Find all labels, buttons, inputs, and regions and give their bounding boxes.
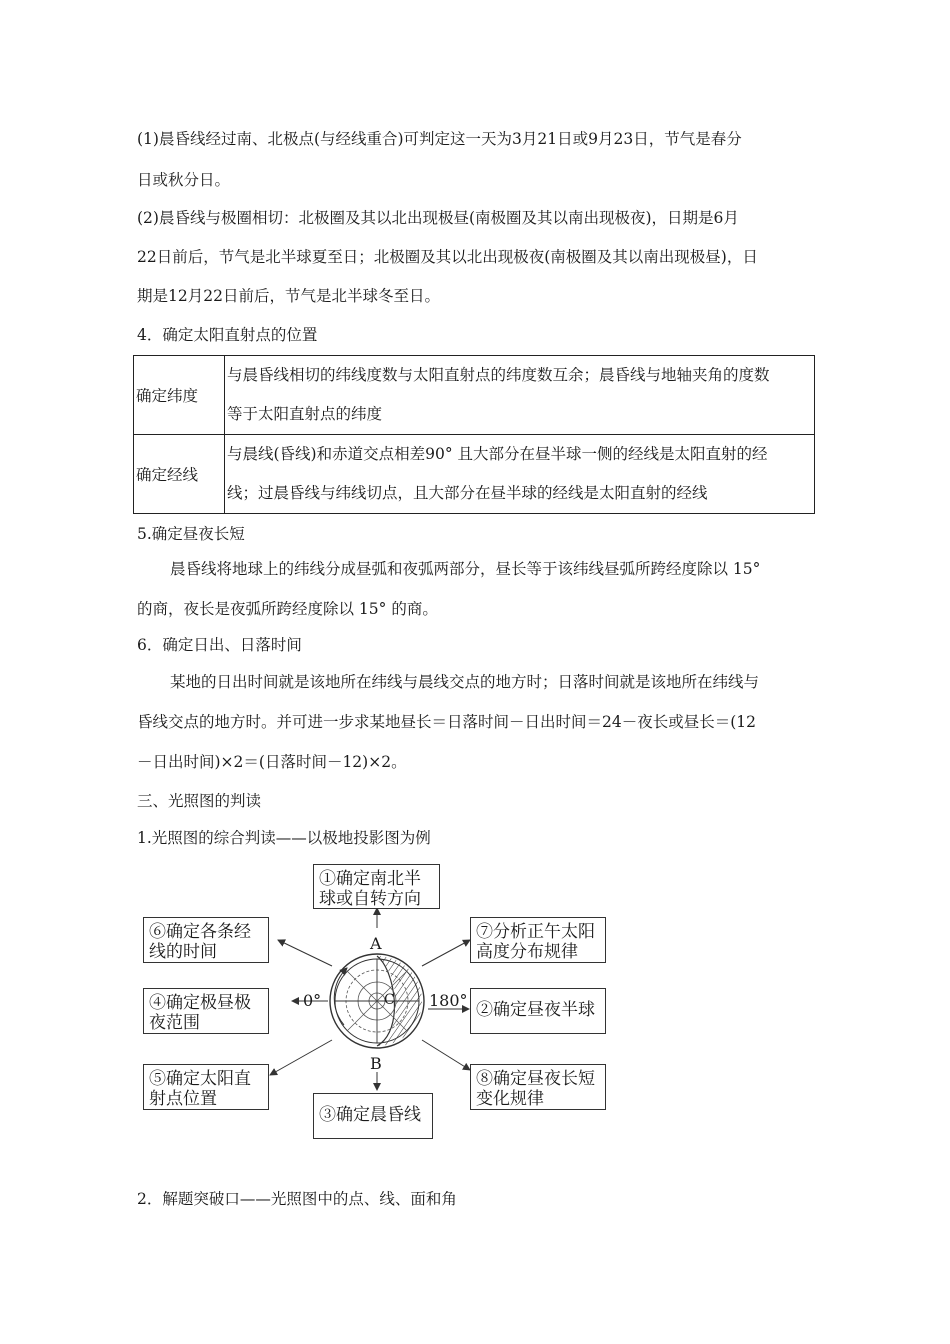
box-day-length-change: [470, 1064, 606, 1110]
paragraph-line: －日出时间)×2＝(日落时间－12)×2。: [137, 753, 407, 771]
box-meridian-time: [143, 917, 269, 963]
paragraph-line: (2)晨昏线与极圈相切：北极圈及其以北出现极昼(南极圈及其以南出现极夜)，日期是6月: [137, 209, 739, 227]
section-title: 三、光照图的判读: [137, 792, 262, 810]
paragraph-line: 晨昏线将地球上的纬线分成昼弧和夜弧两部分，昼长等于该纬线昼弧所跨经度除以 15°: [170, 560, 761, 578]
section-title: 5.确定昼夜长短: [137, 525, 245, 543]
box-line: ④确定极昼极: [149, 993, 251, 1013]
paragraph-line: 22日前后，节气是北半球夏至日；北极圈及其以北出现极夜(南极圈及其以南出现极昼)，日: [137, 248, 758, 266]
paragraph-line: 某地的日出时间就是该地所在纬线与晨线交点的地方时；日落时间就是该地所在纬线与: [170, 673, 760, 691]
box-sun-direct-point: [143, 1064, 269, 1110]
box-line: 球或自转方向: [319, 889, 421, 909]
label-0-degree: 0°: [303, 991, 322, 1010]
table-cell-line: 与晨昏线相切的纬线度数与太阳直射点的纬度数互余；晨昏线与地轴夹角的度数: [227, 366, 770, 384]
box-terminator: [313, 1093, 433, 1139]
box-line: ⑤确定太阳直: [149, 1069, 251, 1089]
box-line: ②确定昼夜半球: [476, 1000, 595, 1020]
label-180-degree: 180°: [429, 991, 468, 1010]
box-polar-day-night: [143, 988, 269, 1034]
box-line: ①确定南北半: [319, 869, 421, 889]
box-line: ⑧确定昼夜长短: [476, 1069, 595, 1089]
table-cell-line: 线；过晨昏线与纬线切点，且大部分在昼半球的经线是太阳直射的经线: [227, 484, 708, 502]
box-hemisphere: [313, 864, 440, 909]
box-line: 变化规律: [476, 1089, 544, 1109]
table-row-head: 确定经线: [134, 435, 225, 514]
arrow-lower-left: [270, 1040, 332, 1075]
table-row-head: 确定纬度: [134, 356, 225, 435]
polar-globe: [330, 954, 424, 1048]
arrow-lower-right: [422, 1040, 470, 1070]
label-a: A: [370, 934, 382, 953]
box-line: 夜范围: [149, 1013, 200, 1033]
box-line: ③确定晨昏线: [319, 1105, 421, 1125]
table-cell-line: 等于太阳直射点的纬度: [227, 405, 383, 423]
box-line: 射点位置: [149, 1089, 217, 1109]
paragraph-line: 昏线交点的地方时。并可进一步求某地昼长＝日落时间－日出时间＝24－夜长或昼长＝(12: [137, 713, 756, 731]
label-c: C: [384, 992, 395, 1008]
box-line: ⑦分析正午太阳: [476, 922, 595, 942]
box-line: 线的时间: [149, 942, 217, 962]
table-cell-line: 与晨线(昏线)和赤道交点相差90° 且大部分在昼半球一侧的经线是太阳直射的经: [227, 445, 768, 463]
section-title: 2．解题突破口——光照图中的点、线、面和角: [137, 1190, 457, 1208]
box-day-night-hemisphere: [470, 988, 606, 1034]
box-noon-sun-height: [470, 917, 606, 963]
arrow-upper-right: [422, 940, 470, 966]
paragraph-line: 日或秋分日。: [137, 171, 231, 189]
paragraph-line: 的商，夜长是夜弧所跨经度除以 15° 的商。: [137, 600, 438, 618]
box-line: 高度分布规律: [476, 942, 578, 962]
section-title: 6．确定日出、日落时间: [137, 636, 302, 654]
box-line: ⑥确定各条经: [149, 922, 251, 942]
paragraph-line: (1)晨昏线经过南、北极点(与经线重合)可判定这一天为3月21日或9月23日，节气是春分: [137, 130, 742, 148]
label-b: B: [370, 1054, 382, 1073]
section-title: 1.光照图的综合判读——以极地投影图为例: [137, 829, 431, 847]
paragraph-line: 期是12月22日前后，节气是北半球冬至日。: [137, 287, 440, 305]
section-title: 4．确定太阳直射点的位置: [137, 326, 318, 344]
arrow-upper-left: [278, 940, 332, 966]
